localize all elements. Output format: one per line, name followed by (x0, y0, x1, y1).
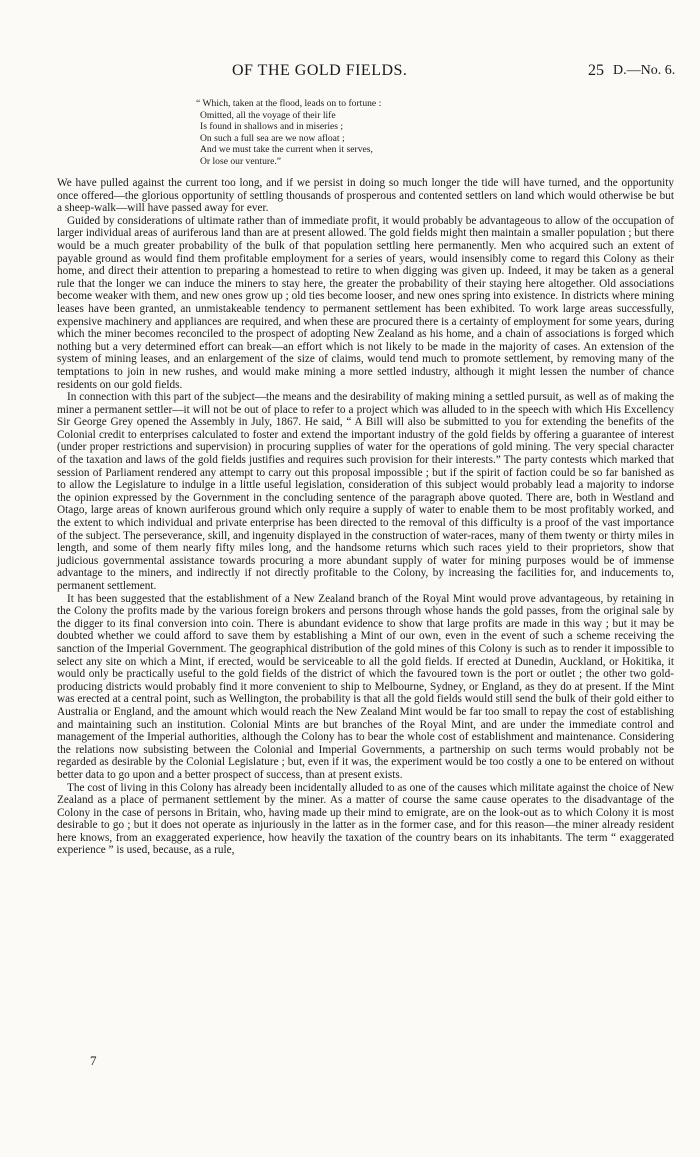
verse-line: Or lose our venture.” (200, 155, 281, 167)
verse-line: “ Which, taken at the flood, leads on to fortune : (196, 98, 382, 109)
body-text (57, 177, 674, 857)
paragraph: It has been suggested that the establishment of a New Zealand branch of the Royal Mint would prove advantageous, by retaining in the Colony the profits made by the various foreign brokers and persons through whose hands the gold passes, from the original sale by the digger to its final conversion into coin. There is abundant evidence to show that large profits are made in this way ; but it may be doubted whether we could afford to save them by establishing a Mint of our own, even in the event of such a scheme receiving the sanction of the Imperial Government. The geographical distribution of the gold mines of this Colony is such as to render it impossible to select any site on which a Mint, if erected, would be serviceable to all the gold fields. If erected at Dunedin, Auckland, or Hokitika, it would only be practically useful to the gold fields of the district of which the favoured town is the port or outlet ; the other two gold-producing districts would probably find it more convenient to ship to Melbourne, Sydney, or England, as they do at present. If the Mint was erected at a central point, such as Wellington, the probability is that all the gold fields would still send the bulk of their gold either to Australia or England, and the amount which would reach the New Zealand Mint would be far too small to repay the cost of establishing and maintaining such an institution. Colonial Mints are but branches of the Royal Mint, and are under the immediate control and management of the Imperial authorities, although the Colony has to bear the whole cost of establishment and maintenance. Considering the relations now subsisting between the Colonial and Imperial Governments, a partnership on such terms would probably not be regarded as desirable by the Colonial Legislature ; but, even if it was, the experiment would be too costly a one to be entered on without better data to go upon and a better prospect of success, than at present exists. (57, 592, 674, 781)
verse-quotation (196, 98, 596, 168)
paragraph: Guided by considerations of ultimate rather than of immediate profit, it would probably be advantageous to allow of the occupation of larger individual areas of auriferous land than are at present allowed. The gold fields might then maintain a smaller population ; but there would be a much greater probability of the bulk of that population settling here permanently. Men who acquired such an extent of payable ground as would find them profitable employment for a series of years, would insensibly come to regard this Colony as their home, and direct their attention to preparing a homestead to retire to when digging was given up. Indeed, it may be taken as a general rule that the longer we can induce the miners to stay here, the greater the probability of their staying here altogether. Old associations become weaker with them, and new ones grow up ; old ties become looser, and new ones spring into existence. In districts where mining leases have been granted, an unmistakeable tendency to permanent settlement has been exhibited. To work large areas successfully, expensive machinery and appliances are required, and when these are procured there is a certainty of employment for some years, during which the miner becomes reconciled to the prospect of adopting New Zealand as his home, and a chain of associations is forged which nothing but a very determined effort can break—an effort which is not likely to be made in the majority of cases. An extension of the system of mining leases, and an enlargement of the size of claims, would tend much to promote settlement, by removing many of the temptations to join in new rushes, and would make mining a more settled industry, although it might lessen the number of chance residents on our gold fields. (57, 214, 674, 391)
paragraph: The cost of living in this Colony has already been incidentally alluded to as one of the causes which militate against the choice of New Zealand as a place of permanent settlement by the miner. As a matter of course the same cause operates to the disadvantage of the Colony in the case of persons in Britain, who, having made up their mind to emigrate, are on the look-out as to which Colony it is most desirable to go ; but it does not operate as injuriously in the latter as in the former case, and for this reason—the miner already resident here knows, from an exaggerated experience, how heavily the taxation of the country bears on its inhabitants. The term “ exaggerated experience ” is used, because, as a rule, (57, 781, 674, 857)
signature-mark: 7 (90, 1053, 97, 1068)
verse-line: On such a full sea are we now afloat ; (200, 132, 345, 144)
running-title: OF THE GOLD FIELDS. (232, 62, 408, 79)
page-header (0, 62, 700, 82)
verse-line: And we must take the current when it serves, (200, 144, 373, 156)
page-number: 25 (588, 62, 604, 79)
verse-line: Is found in shallows and in miseries ; (200, 121, 344, 133)
document-reference: D.—No. 6. (613, 63, 676, 78)
paragraph: We have pulled against the current too long, and if we persist in doing so much longer the tide will have turned, and the opportunity once offered—the glorious opportunity of settling thousands of prosperous and contented settlers on land which would otherwise be but a sheep-walk—will have passed away for ever. (57, 177, 674, 215)
paragraph: In connection with this part of the subject—the means and the desirability of making mining a settled pursuit, as well as of making the miner a permanent settler—it will not be out of place to refer to a project which was alluded to in the speech with which His Excellency Sir George Grey opened the Assembly in July, 1867. He said, “ A Bill will also be submitted to you for extending the benefits of the Colonial credit to enterprises calculated to foster and extend the important industry of the gold fields by offering a guarantee of interest (under proper restrictions and supervision) in procuring supplies of water for the operations of gold mining. The very special character of the taxation and laws of the gold fields justifies and requires such provision for their interests.” The party contests which marked that session of Parliament rendered any attempt to carry out this proposal impossible ; but if the spirit of faction could be so far banished as to allow the Legislature to indulge in a little useful legislation, consideration of this subject would probably lead a majority to indorse the opinion expressed by the Government in the concluding sentence of the paragraph above quoted. There are, both in Westland and Otago, large areas of known auriferous ground which only require a supply of water to enable them to be most profitably worked, and the extent to which individual and private enterprise has been directed to the removal of this difficulty is a proof of the vast importance of the subject. The perseverance, skill, and ingenuity displayed in the construction of water-races, many of them twenty or thirty miles in length, and some of them nearly fifty miles long, and the handsome returns which such races yield to their proprietors, show that judicious governmental assistance towards procuring a more abundant supply of water for mining purposes would be of immense advantage to the miners, and indirectly if not directly profitable to the Colony, by increasing the facilities for, and inducements to, permanent settlement. (57, 391, 674, 592)
verse-line: Omitted, all the voyage of their life (200, 109, 336, 121)
